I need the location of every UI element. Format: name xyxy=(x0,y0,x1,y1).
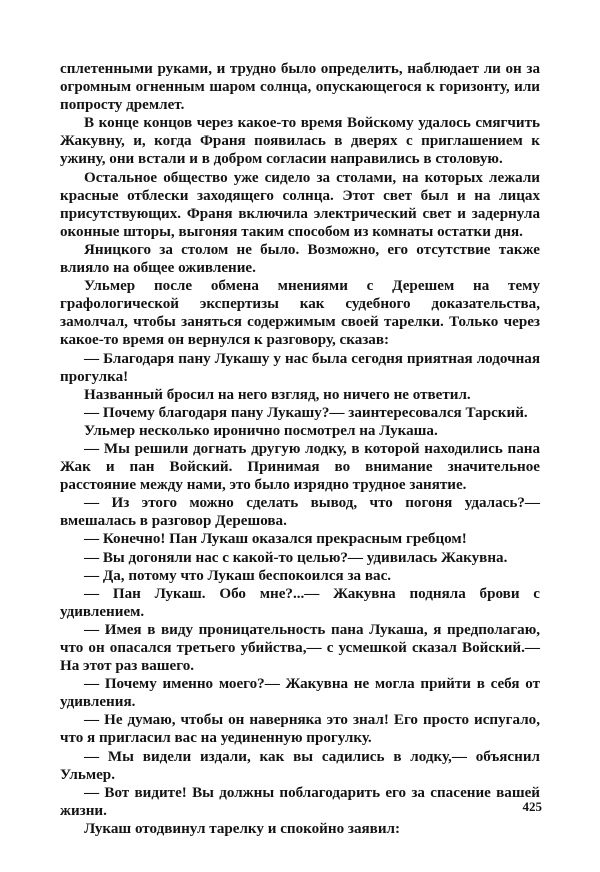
paragraph: — Почему именно моего?— Жакувна не могла прийти в себя от удивления. xyxy=(60,676,540,711)
page-number: 425 xyxy=(522,799,542,814)
paragraph: — Конечно! Пан Лукаш оказался прекрасным гребцом! xyxy=(84,531,467,548)
paragraph: — Вы догоняли нас с какой-то целью?— удивилась Жакувна. xyxy=(84,549,508,566)
paragraph: Лукаш отодвинул тарелку и спокойно заявил: xyxy=(84,820,401,837)
paragraph: Ульмер после обмена мнениями с Дерешем на тему графологической экспертизы как судебного доказательства, замолчал, чтобы заняться содержимым своей тарелки. Только через какое-то время он вернулся к разговору, сказав: xyxy=(60,278,540,349)
paragraph: — Вот видите! Вы должны поблагодарить его за спасение вашей жизни. xyxy=(60,784,540,819)
paragraph: — Мы видели издали, как вы садились в лодку,— объяснил Ульмер. xyxy=(60,748,540,783)
paragraph: — Почему благодаря пану Лукашу?— заинтересовался Тарский. xyxy=(84,404,528,421)
paragraph: — Да, потому что Лукаш беспокоился за вас. xyxy=(84,567,392,584)
paragraph: — Мы решили догнать другую лодку, в которой находились пана Жак и пан Войский. Принимая во внимание значительное расстояние между нами, это было изрядно трудное занятие. xyxy=(60,440,540,494)
paragraph: Остальное общество уже сидело за столами, на которых лежали красные отблески заходящего солнца. Этот свет был и на лицах присутствующих. Франя включила электрический свет и задернула оконные шторы, выгоняя таким способом из комнаты остатки дня. xyxy=(60,169,540,240)
paragraph: — Благодаря пану Лукашу у нас была сегодня приятная лодочная прогулка! xyxy=(60,350,540,385)
paragraph: Яницкого за столом не было. Возможно, его отсутствие также влияло на общее оживление. xyxy=(60,241,540,277)
paragraph: В конце концов через какое-то время Войскому удалось смягчить Жакувну, и, когда Франя появилась в дверях с приглашением к ужину, они встали и в добром согласии направились в столовую. xyxy=(60,115,540,168)
paragraph: Названный бросил на него взгляд, но ничего не ответил. xyxy=(84,386,471,403)
paragraph: Ульмер несколько иронично посмотрел на Лукаша. xyxy=(84,422,438,439)
paragraph: — Не думаю, чтобы он наверняка это знал! Его просто испугало, что я пригласил вас на уединенную прогулку. xyxy=(60,712,540,747)
paragraph: сплетенными руками, и трудно было определить, наблюдает ли он за огромным огненным шаром солнца, опускающегося к горизонту, или попросту дремлет. xyxy=(60,61,540,114)
paragraph: — Имея в виду проницательность пана Лукаша, я предполагаю, что он опасался третьего убийства,— с усмешкой сказал Войский.— На этот раз вашего. xyxy=(60,621,540,675)
body-text xyxy=(60,60,540,838)
paragraph: — Из этого можно сделать вывод, что погоня удалась?— вмешалась в разговор Дерешова. xyxy=(60,495,540,530)
paragraph: — Пан Лукаш. Обо мне?...— Жакувна подняла брови с удивлением. xyxy=(60,585,540,620)
